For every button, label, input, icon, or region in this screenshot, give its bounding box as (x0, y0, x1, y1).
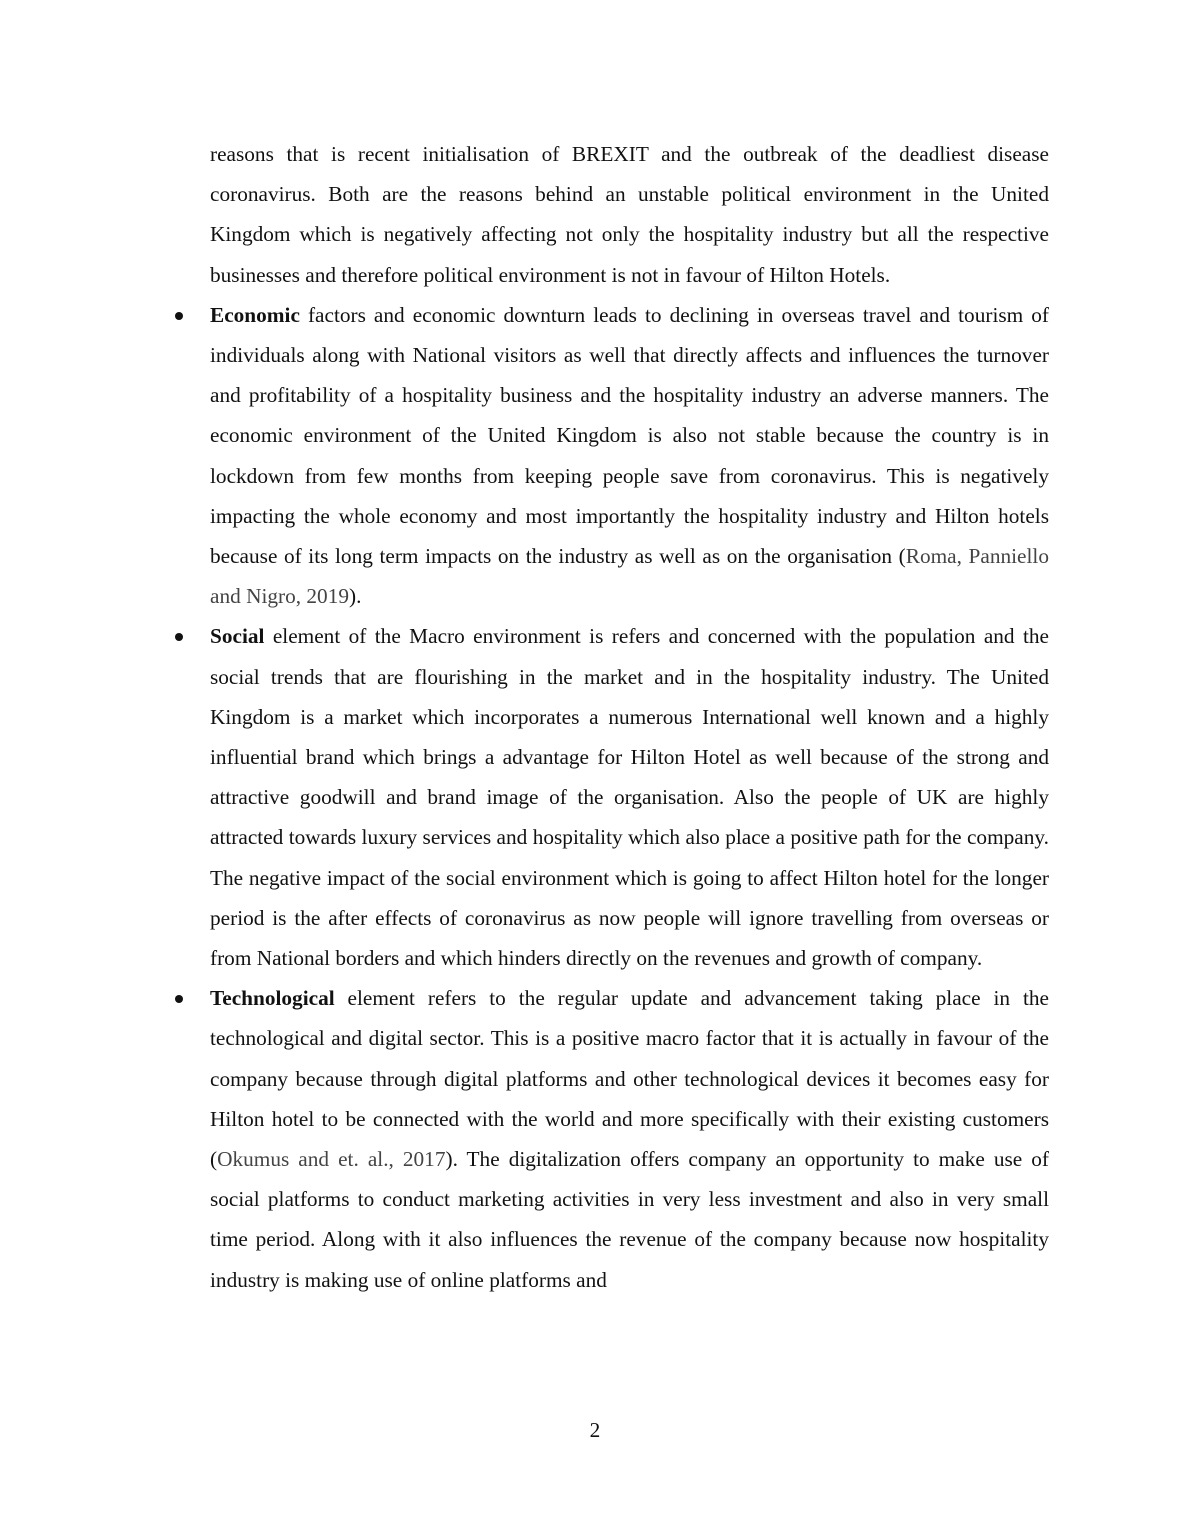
bullet-text-after: ). (349, 584, 362, 609)
page-number: 2 (589, 1418, 601, 1442)
bullet-technological (210, 978, 1049, 1300)
continuation-text: reasons that is recent initialisation of BREXIT and the outbreak of the deadliest disease coronavirus. Both are the reasons behind an unstable political environment in the United Kingdom which is negatively affecting not only the hospitality industry but all the respective businesses and therefore political environment is not in favour of Hilton Hotels. (210, 142, 1049, 287)
bullet-term: Social (210, 624, 265, 649)
bullet-text: element of the Macro environment is refers and concerned with the population and the social trends that are flourishing in the market and in the hospitality industry. The United Kingdom is a market which incorporates a numerous International well known and a highly influential brand which brings a advantage for Hilton Hotel as well because of the strong and attractive goodwill and brand image of the organisation. Also the people of UK are highly attracted towards luxury services and hospitality which also place a positive path for the company. The negative impact of the social environment which is going to affect Hilton hotel for the longer period is the after effects of coronavirus as now people will ignore travelling from overseas or from National borders and which hinders directly on the revenues and growth of company. (210, 624, 1049, 971)
bullet-icon (175, 633, 183, 641)
citation: Okumus and et. al., 2017 (217, 1147, 446, 1172)
body-text (210, 134, 1049, 1300)
bullet-icon (175, 312, 183, 320)
bullet-icon (175, 995, 183, 1003)
bullet-term: Economic (210, 302, 300, 327)
bullet-text-after: ). The digitalization offers company an opportunity to make use of social platforms to conduct marketing activities in very less investment and also in very small time period. Along with it also influences the revenue of the company because now hospitality industry is making use of online platforms and (210, 1147, 1049, 1292)
bullet-text: factors and economic downturn leads to declining in overseas travel and tourism of individuals along with National visitors as well that directly affects and influences the turnover and profitability of a hospitality business and the hospitality industry an adverse manners. The economic environment of the United Kingdom is also not stable because the country is in lockdown from few months from keeping people save from coronavirus. This is negatively impacting the whole economy and most importantly the hospitality industry and Hilton hotels because of its long term impacts on the industry as well as on the organisation ( (210, 302, 1049, 569)
bullet-economic (210, 295, 1049, 617)
bullet-social (210, 616, 1049, 978)
continuation-paragraph (210, 134, 1049, 295)
bullet-term: Technological (210, 986, 335, 1011)
citation: Roma, Panniello and Nigro, 2019 (210, 544, 1049, 609)
bullet-text: element refers to the regular update and advancement taking place in the technological and digital sector. This is a positive macro factor that it is actually in favour of the company because through digital platforms and other technological devices it becomes easy for Hilton hotel to be connected with the world and more specifically with their existing customers ( (210, 986, 1049, 1172)
